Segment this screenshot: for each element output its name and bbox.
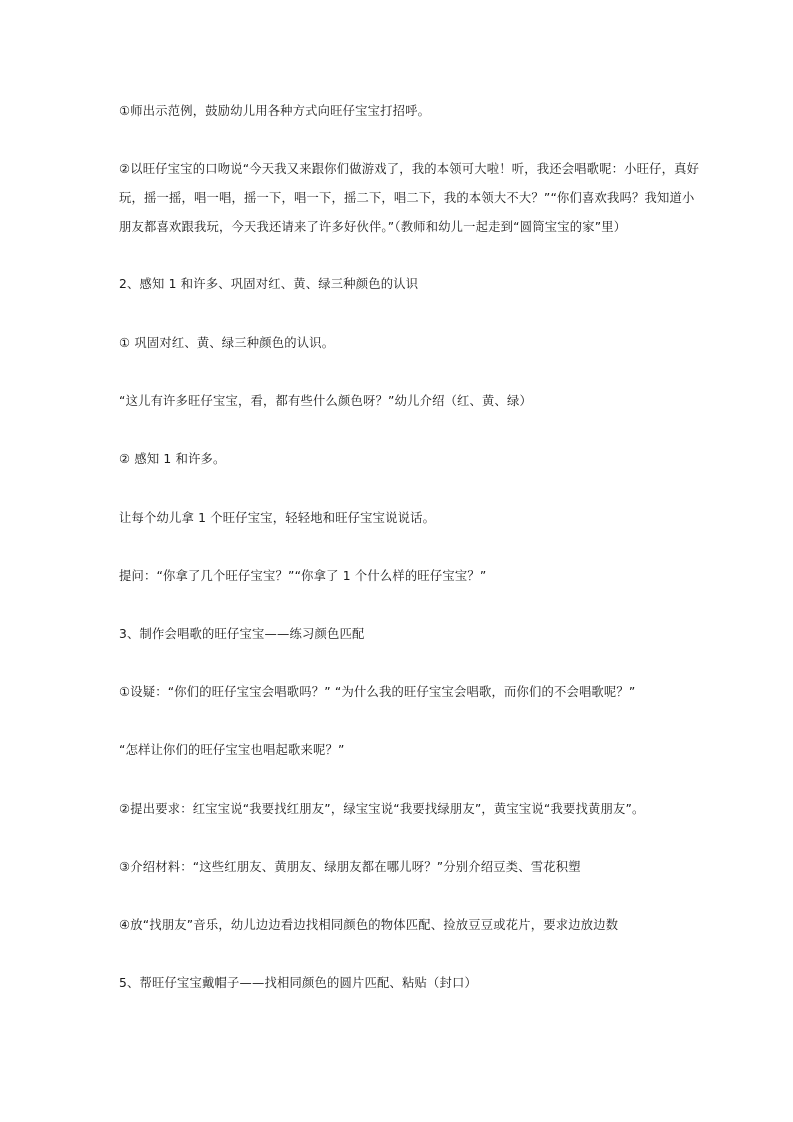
- text-line: ②提出要求：红宝宝说“我要找红朋友”，绿宝宝说“我要找绿朋友”，黄宝宝说“我要找黄朋友”。: [119, 802, 645, 816]
- paragraph-requirements: [119, 795, 679, 824]
- text-line: ②以旺仔宝宝的口吻说“今天我又来跟你们做游戏了，我的本领可大啦！听，我还会唱歌呢：小旺仔，真好: [119, 162, 700, 176]
- text-line: 5、帮旺仔宝宝戴帽子——找相同颜色的圆片匹配、粘贴（封口）: [119, 976, 477, 990]
- paragraph-step-2: [119, 445, 679, 474]
- paragraph-how-sing: [119, 736, 679, 765]
- text-line: 提问：“你拿了几个旺仔宝宝？”“你拿了 1 个什么样的旺仔宝宝？”: [119, 569, 487, 583]
- text-line: ①师出示范例，鼓励幼儿用各种方式向旺仔宝宝打招呼。: [119, 104, 431, 118]
- text-line: ① 巩固对红、黄、绿三种颜色的认识。: [119, 336, 335, 350]
- paragraph-demo-greeting: [119, 97, 679, 126]
- paragraph-question: [119, 562, 679, 591]
- text-line: ③介绍材料：“这些红朋友、黄朋友、绿朋友都在哪儿呀？”分别介绍豆类、雪花积塑: [119, 860, 581, 874]
- text-line: 朋友都喜欢跟我玩，今天我还请来了许多好伙伴。”（教师和幼儿一起走到“圆筒宝宝的家”里）: [119, 220, 627, 234]
- paragraph-suspense: [119, 678, 679, 707]
- section-heading-5: [119, 969, 679, 998]
- paragraph-take-one: [119, 504, 679, 533]
- text-line: 2、感知 1 和许多、巩固对红、黄、绿三种颜色的认识: [119, 277, 419, 291]
- text-line: “这儿有许多旺仔宝宝，看，都有些什么颜色呀？”幼儿介绍（红、黄、绿）: [119, 394, 533, 408]
- text-line: 让每个幼儿拿 1 个旺仔宝宝，轻轻地和旺仔宝宝说说话。: [119, 511, 436, 525]
- text-line: ①设疑：“你们的旺仔宝宝会唱歌吗？” “为什么我的旺仔宝宝会唱歌，而你们的不会唱歌呢？”: [119, 685, 636, 699]
- text-line: ② 感知 1 和许多。: [119, 452, 226, 466]
- text-line: 玩，摇一摇，唱一唱，摇一下，唱一下，摇二下，唱二下，我的本领大不大？”“你们喜欢我吗？我知道小: [119, 191, 695, 205]
- paragraph-colors-question: [119, 387, 679, 416]
- section-heading-2: [119, 270, 679, 299]
- text-line: “怎样让你们的旺仔宝宝也唱起歌来呢？”: [119, 743, 345, 757]
- paragraph-music-activity: [119, 911, 679, 940]
- text-line: ④放“找朋友”音乐，幼儿边边看边找相同颜色的物体匹配、捡放豆豆或花片，要求边放边数: [119, 918, 619, 932]
- section-heading-3: [119, 620, 679, 649]
- paragraph-materials: [119, 853, 679, 882]
- paragraph-wangzai-speech: [119, 155, 700, 242]
- text-line: 3、制作会唱歌的旺仔宝宝——练习颜色匹配: [119, 627, 365, 641]
- paragraph-step-1: [119, 329, 679, 358]
